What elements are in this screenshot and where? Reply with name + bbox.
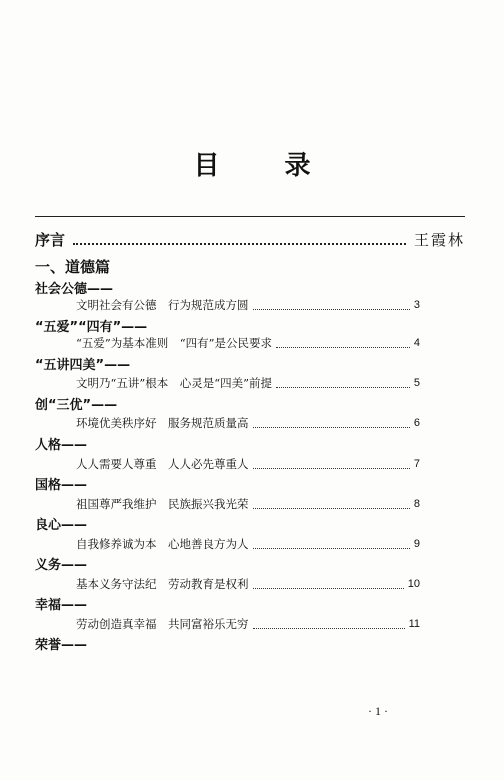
toc-entry[interactable] [76, 615, 420, 633]
section-heading: 幸福—— [35, 598, 88, 613]
toc-entry-page: 4 [413, 337, 420, 349]
dot-leader [276, 339, 410, 348]
preface-label: 序言 [35, 230, 66, 249]
part-heading: 一、道德篇 [35, 258, 111, 276]
section-heading: 创“三优”—— [35, 398, 118, 413]
section-heading: 人格—— [35, 438, 88, 453]
dot-leader [253, 460, 410, 469]
dot-leader [253, 580, 404, 589]
toc-entry-page: 8 [413, 498, 420, 510]
toc-entry[interactable] [76, 414, 420, 432]
toc-entry-page: 9 [413, 538, 420, 550]
toc-entry-title: 人人需要人尊重 人人必先尊重人 [76, 457, 249, 471]
toc-entry-title: 劳动创造真幸福 共同富裕乐无穷 [76, 617, 249, 631]
title-divider [35, 216, 465, 217]
toc-entry-page: 5 [413, 377, 420, 389]
toc-entry[interactable] [76, 495, 420, 513]
preface-author: 王霞林 [413, 230, 465, 249]
toc-entry-page: 11 [408, 618, 420, 630]
section-heading: 荣誉—— [35, 638, 88, 653]
toc-entry[interactable] [76, 296, 420, 314]
toc-entry-page: 10 [407, 578, 420, 590]
toc-entry-page: 7 [413, 458, 420, 470]
dot-leader [253, 419, 410, 428]
toc-entry-page: 6 [413, 417, 420, 429]
dot-leader [253, 540, 410, 549]
dot-leader [276, 379, 410, 388]
toc-entry[interactable] [76, 575, 420, 593]
toc-entry-page: 3 [413, 299, 420, 311]
toc-entry-title: 祖国尊严我维护 民族振兴我光荣 [76, 497, 249, 511]
toc-entry[interactable] [76, 374, 420, 392]
section-heading: 社会公德—— [35, 282, 114, 297]
page-title: 目 录 [193, 151, 339, 181]
dot-leader [253, 301, 410, 310]
toc-entry[interactable] [76, 455, 420, 473]
section-heading: “五讲四美”—— [35, 358, 131, 373]
dot-leader [253, 500, 410, 509]
page-number: · 1 · [368, 704, 388, 718]
toc-entry-title: 自我修养诚为本 心地善良方为人 [76, 537, 249, 551]
toc-entry-title: “五爱”为基本准则 “四有”是公民要求 [76, 336, 273, 350]
toc-entry-title: 基本义务守法纪 劳动教育是权利 [76, 577, 249, 591]
preface-entry[interactable] [35, 228, 465, 250]
toc-entry-title: 文明乃“五讲”根本 心灵是“四美”前提 [76, 376, 273, 390]
toc-entry-title: 环境优美秩序好 服务规范质量高 [76, 416, 249, 430]
section-heading: “五爱”“四有”—— [35, 320, 148, 335]
toc-entry[interactable] [76, 334, 420, 352]
toc-entry-title: 文明社会有公德 行为规范成方圆 [76, 298, 249, 312]
section-heading: 国格—— [35, 478, 88, 493]
section-heading: 良心—— [35, 518, 88, 533]
toc-entry[interactable] [76, 535, 420, 553]
dot-leader [253, 620, 405, 629]
section-heading: 义务—— [35, 558, 88, 573]
dot-leader [73, 233, 406, 245]
